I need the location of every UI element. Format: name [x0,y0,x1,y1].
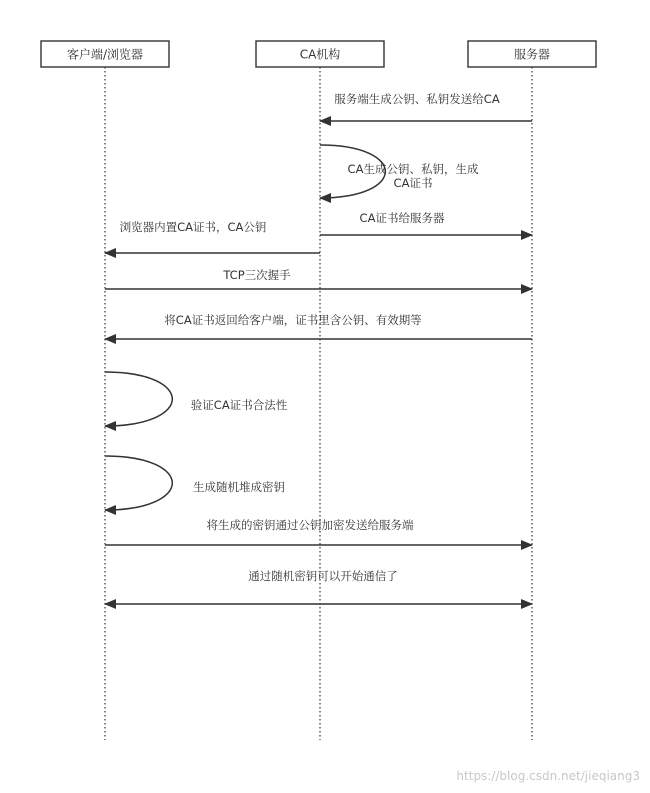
watermark: https://blog.csdn.net/jieqiang3 [456,769,640,783]
participant-server [468,41,596,67]
self-message-loop [105,372,172,426]
messages [105,92,532,604]
participant-client [41,41,169,67]
message-1 [320,92,532,121]
message-5 [105,268,532,289]
message-3 [320,211,532,235]
message-label: 生成随机堆成密钥 [193,480,285,494]
message-label: 将CA证书返回给客户端，证书里含公钥、有效期等 [164,313,422,327]
participant-label: 服务器 [513,47,551,62]
message-label: CA证书给服务器 [359,211,445,225]
participant-label: CA机构 [299,47,341,62]
participant-ca [256,41,384,67]
message-label: 服务端生成公钥、私钥发送给CA [334,92,500,106]
message-8 [105,456,285,510]
message-label: CA生成公钥、私钥，生成 [347,162,479,176]
message-label: 验证CA证书合法性 [190,398,288,412]
message-label: 将生成的密钥通过公钥加密发送给服务端 [206,518,414,532]
self-message-loop [105,456,172,510]
message-9 [105,518,532,545]
message-6 [105,313,532,339]
message-10 [105,569,532,604]
message-label: 通过随机密钥可以开始通信了 [248,569,398,583]
message-label: TCP三次握手 [223,268,291,282]
participant-label: 客户端/浏览器 [66,47,144,62]
message-7 [105,372,288,426]
message-label: CA证书 [393,176,433,190]
message-2 [320,145,479,198]
message-label: 浏览器内置CA证书，CA公钥 [119,220,267,234]
participant-headers [41,41,596,67]
message-4 [105,220,320,253]
